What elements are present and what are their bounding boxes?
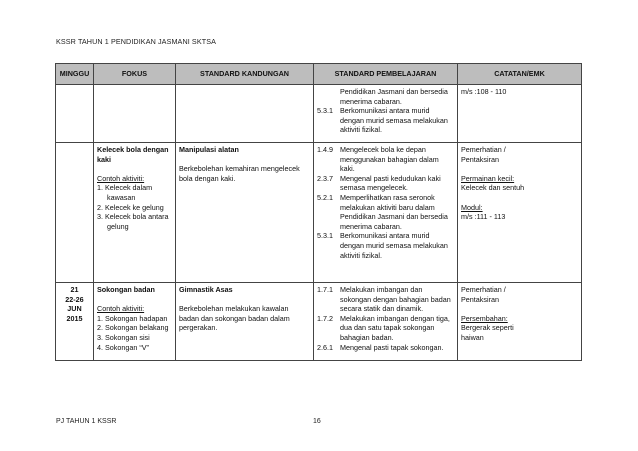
focus-title: Sokongan badan [97,285,155,294]
learning-code: 2.3.7 [317,173,333,183]
notes-presentation-label: Persembahan: [461,313,508,323]
learning-line: dengan murid semasa melakukan [340,240,448,250]
content-standard-cell [176,283,314,361]
focus-item: gelung [107,221,129,231]
learning-line: dengan murid semasa melakukan [340,115,448,125]
table-header-row [56,64,582,85]
notes-assessment: Pentaksiran [461,154,499,164]
focus-item: 2. Kelecek ke gelung [97,202,164,212]
learning-item [317,343,454,353]
learning-item [317,174,454,193]
focus-example-label: Contoh aktiviti: [97,173,145,183]
week-month: JUN [67,304,82,314]
focus-title: kaki [97,154,111,164]
content-standard-cell [176,143,314,283]
learning-line: secara statik dan dinamik. [340,304,424,314]
focus-item: 1. Sokongan hadapan [97,313,168,323]
learning-line: Mengelecek bola ke depan [340,145,426,154]
learning-line: Berkomunikasi antara murid [340,106,430,116]
standard-text: bola dengan kaki. [179,173,236,183]
learning-line: Melakukan imbangan dan [340,285,423,294]
learning-line: melakukan aktiviti baru dalam [340,202,435,212]
notes-presentation-text: Bergerak seperti [461,323,514,333]
page-number: 16 [313,418,321,425]
learning-line: menerima cabaran. [340,96,402,106]
learning-code: 5.3.1 [317,106,333,116]
learning-standard-cell [314,143,458,283]
content-standard-cell [176,85,314,143]
week-year: 2015 [66,313,83,323]
notes-game-label: Permainan kecil: [461,173,515,183]
focus-item: 3. Kelecek bola antara [97,212,169,222]
notes-assessment: Pemerhatian / [461,145,506,154]
focus-example-label: Contoh aktiviti: [97,304,145,314]
focus-item: 3. Sokongan sisi [97,332,150,342]
learning-line: Pendidikan Jasmani dan bersedia [340,87,448,96]
week-cell [56,283,94,361]
standard-text: Berkebolehan kemahiran mengelecek [179,164,300,174]
learning-line: Pendidikan Jasmani dan bersedia [340,212,448,222]
learning-code: 1.7.1 [317,285,333,294]
column-header-week: MINGGU [56,64,94,85]
learning-code: 5.2.1 [317,192,333,202]
notes-cell [458,283,582,361]
notes-assessment: Pemerhatian / [461,285,506,294]
learning-item [317,193,454,231]
learning-line: Mengenal pasti kedudukan kaki [340,173,441,183]
focus-item: 2. Sokongan belakang [97,323,169,333]
learning-line: aktiviti fizikal. [340,125,382,135]
notes-module-text: m/s :111 - 113 [461,212,506,222]
focus-item: 4. Sokongan “V” [97,342,149,352]
learning-line: Memperlihatkan rasa seronok [340,192,435,202]
learning-code: 5.3.1 [317,231,333,241]
week-cell [56,143,94,283]
learning-line: aktiviti fizikal. [340,250,382,260]
learning-line: menerima cabaran. [340,221,402,231]
standard-text: pergerakan. [179,323,218,333]
focus-cell [94,283,176,361]
week-dates: 22-26 [65,294,84,304]
table-row [56,143,582,283]
notes-presentation-text: haiwan [461,332,484,342]
column-header-content-standard: STANDARD KANDUNGAN [176,64,314,85]
notes-cell [458,143,582,283]
learning-line: kaki. [340,164,355,174]
table-row [56,85,582,143]
learning-item [317,231,454,260]
learning-code: 1.4.9 [317,145,333,154]
learning-standard-cell [314,283,458,361]
table-row [56,283,582,361]
learning-code: 2.6.1 [317,342,333,352]
week-cell [56,85,94,143]
notes-assessment: Pentaksiran [461,294,499,304]
learning-line: bahagian badan. [340,332,394,342]
learning-code: 1.7.2 [317,313,333,323]
focus-title: Kelecek bola dengan [97,145,169,154]
learning-line: sokongan dengan bahagian badan [340,294,451,304]
learning-item [317,285,454,314]
focus-cell [94,85,176,143]
standard-text: Berkebolehan melakukan kawalan [179,304,289,314]
page-header: KSSR TAHUN 1 PENDIDIKAN JASMANI SKTSA [56,37,216,46]
learning-item [317,106,454,135]
column-header-notes: CATATAN/EMK [458,64,582,85]
notes-module-label: Modul: [461,202,483,212]
standard-title: Gimnastik Asas [179,285,233,294]
column-header-learning-standard: STANDARD PEMBELAJARAN [314,64,458,85]
learning-line: Melakukan imbangan dengan tiga, [340,313,450,323]
notes-cell [458,85,582,143]
week-number: 21 [70,285,79,294]
lesson-plan-table [55,63,582,361]
standard-title: Manipulasi alatan [179,145,239,154]
page-footer: PJ TAHUN 1 KSSR [56,418,117,425]
column-header-focus: FOKUS [94,64,176,85]
focus-cell [94,143,176,283]
learning-line: dua dan satu tapak sokongan [340,323,435,333]
focus-item: kawasan [107,192,136,202]
focus-item: 1. Kelecek dalam [97,183,153,193]
standard-text: badan dan sokongan badan dalam [179,313,290,323]
notes-page-ref: m/s :108 - 110 [461,87,507,96]
learning-line: Berkomunikasi antara murid [340,231,430,241]
learning-item [317,314,454,343]
learning-line: Mengenal pasti tapak sokongan. [340,342,444,352]
notes-game-text: Kelecek dan sentuh [461,183,525,193]
learning-standard-cell [314,85,458,143]
learning-item [317,145,454,174]
learning-line: menggunakan bahagian dalam [340,154,439,164]
learning-line: semasa mengelecek. [340,183,408,193]
